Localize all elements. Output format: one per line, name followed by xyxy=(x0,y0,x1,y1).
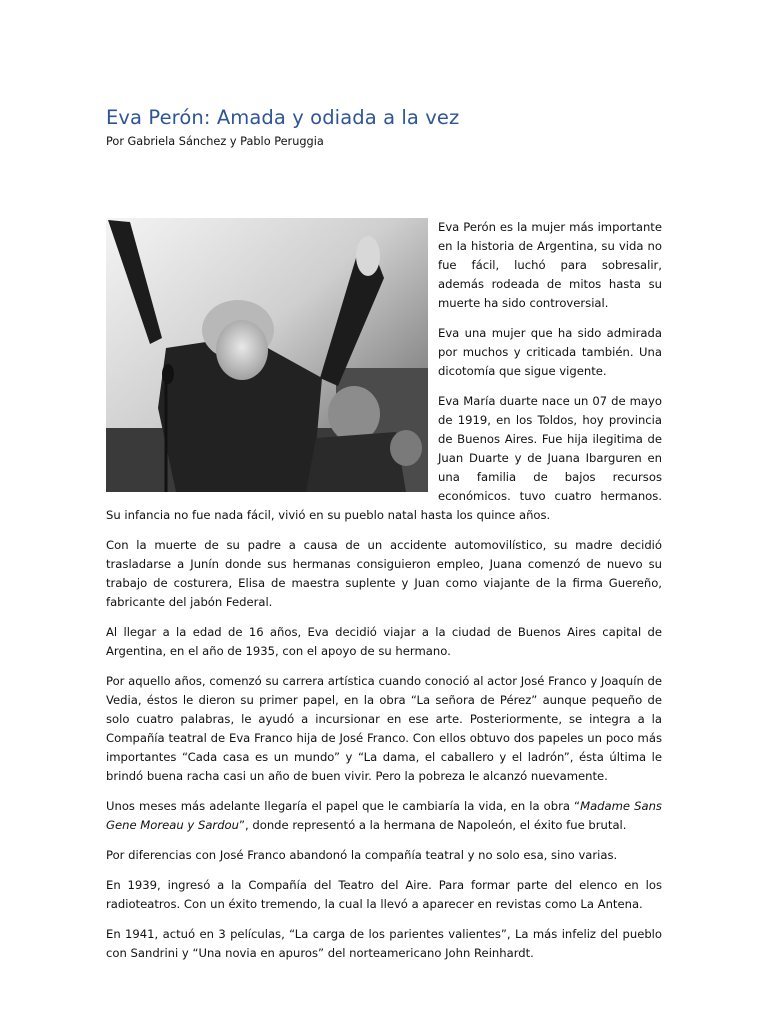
photo-illustration xyxy=(106,218,428,492)
paragraph-2: Eva una mujer que ha sido admirada por muchos y criticada también. Una dicotomía que sigue vigente. xyxy=(438,326,662,378)
paragraph-4: Con la muerte de su padre a causa de un accidente automovilístico, su madre decidió trasladarse a Junín donde sus hermanas consiguieron empleo, Juana comenzó de nuevo su trabajo de costurera, Elisa de maestra suplente y Juan como viajante de la firma Guereño, fabricante del jabón Federal. xyxy=(106,538,662,609)
eva-peron-photo xyxy=(106,218,428,492)
paragraph-7 xyxy=(106,797,662,835)
paragraph-7-text-start: Unos meses más adelante llegaría el papel que le cambiaría la vida, en la obra “ xyxy=(106,799,581,813)
paragraph-9: En 1939, ingresó a la Compañía del Teatro del Aire. Para formar parte del elenco en los radioteatros. Con un éxito tremendo, la cual la llevó a aparecer en revistas como La Antena. xyxy=(106,878,662,911)
paragraph-5: Al llegar a la edad de 16 años, Eva decidió viajar a la ciudad de Buenos Aires capital de Argentina, en el año de 1935, con el apoyo de su hermano. xyxy=(106,625,662,658)
paragraph-1: Eva Perón es la mujer más importante en la historia de Argentina, su vida no fue fácil, luchó para sobresalir, además rodeada de mitos hasta su muerte ha sido controversial. xyxy=(438,220,662,310)
paragraph-10: En 1941, actuó en 3 películas, “La carga de los parientes valientes”, La más infeliz del pueblo con Sandrini y “Una novia en apuros” del norteamericano John Reinhardt. xyxy=(106,927,662,960)
paragraph-8: Por diferencias con José Franco abandonó la compañía teatral y no solo esa, sino varias. xyxy=(106,848,618,862)
paragraph-7-text-end: ”, donde representó a la hermana de Napoleón, el éxito fue brutal. xyxy=(239,818,627,832)
article-body xyxy=(106,218,662,974)
paragraph-6: Por aquello años, comenzó su carrera artística cuando conoció al actor José Franco y Joaquín de Vedia, éstos le dieron su primer papel, en la obra “La señora de Pérez” aunque pequeño de solo cuatro palabras, le ayudó a incursionar en ese arte. Posteriormente, se integra a la Compañía teatral de Eva Franco hija de José Franco. Con ellos obtuvo dos papeles un poco más importantes “Cada casa es un mundo” y “La dama, el caballero y el ladrón”, ésta última le brindó buena racha casi un año de buen vivir. Pero la pobreza le alcanzó nuevamente. xyxy=(106,674,662,783)
article-byline: Por Gabriela Sánchez y Pablo Peruggia xyxy=(106,135,324,148)
play-title-italic: Madame Sans Gene Moreau y Sardou xyxy=(106,799,662,832)
article-title: Eva Perón: Amada y odiada a la vez xyxy=(106,106,460,129)
paragraph-3: Eva María duarte nace un 07 de mayo de 1919, en los Toldos, hoy provincia de Buenos Aires. Fue hija ilegitima de Juan Duarte y de Juana Ibarguren en una familia de bajos recursos económicos. tuvo cuatro hermanos. Su infancia no fue nada fácil, vivió en su pueblo natal hasta los quince años. xyxy=(106,394,662,522)
